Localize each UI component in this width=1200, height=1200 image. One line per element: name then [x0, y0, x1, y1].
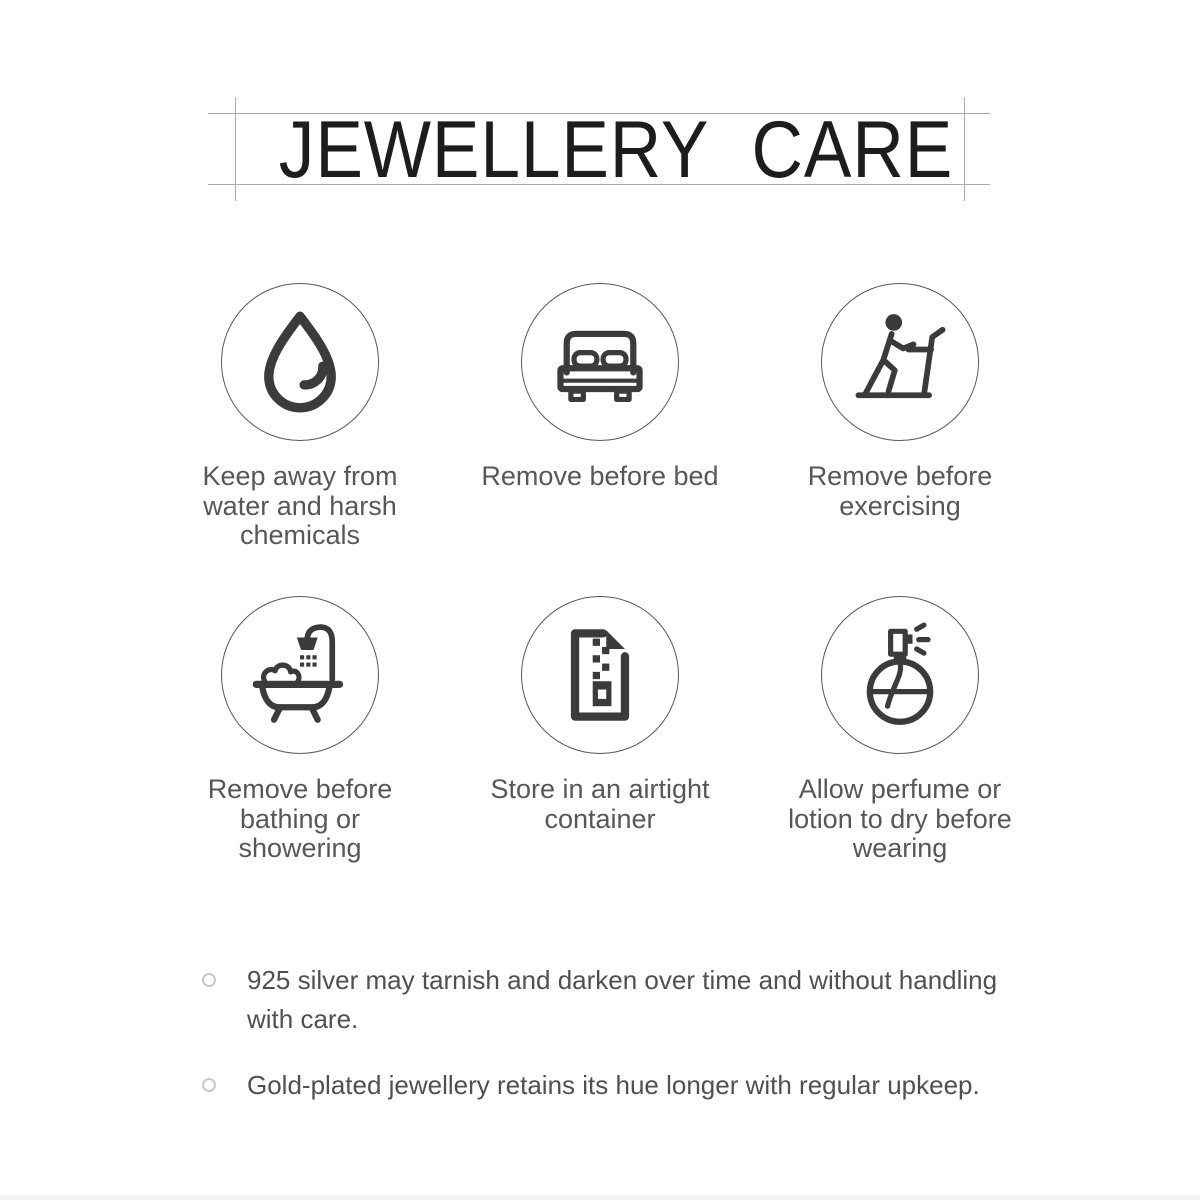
care-item-storage [450, 596, 750, 864]
icon-circle [521, 283, 679, 441]
bullet-circle-icon [202, 1078, 216, 1092]
care-grid-row-1 [150, 283, 1050, 551]
care-item-label: Allow perfume or lotion to dry before wearing [788, 774, 1012, 863]
note-text: Gold-plated jewellery retains its hue longer with regular upkeep. [247, 1070, 980, 1100]
icon-circle [221, 596, 379, 754]
care-item-label: Remove before bathing or showering [207, 774, 393, 863]
bed-icon [548, 310, 652, 414]
care-item-perfume [750, 596, 1050, 864]
icon-circle [821, 596, 979, 754]
care-item-label: Remove before exercising [807, 461, 993, 521]
bathtub-shower-icon [248, 623, 352, 727]
bullet-circle-icon [202, 973, 216, 987]
care-item-bath [150, 596, 450, 864]
care-item-label: Store in an airtight container [490, 774, 710, 834]
bottom-edge-strip [0, 1195, 1200, 1200]
title-rule-right [964, 97, 965, 201]
care-item-water [150, 283, 450, 551]
icon-circle [821, 283, 979, 441]
note-item [202, 1066, 1014, 1105]
icon-circle [221, 283, 379, 441]
airtight-zip-container-icon [548, 623, 652, 727]
icon-circle [521, 596, 679, 754]
note-item [202, 961, 1014, 1039]
treadmill-runner-icon [848, 310, 952, 414]
page-title: JEWELLERY CARE [278, 105, 954, 195]
care-item-label: Keep away from water and harsh chemicals [202, 461, 398, 550]
perfume-bottle-icon [848, 623, 952, 727]
care-grid-row-2 [150, 596, 1050, 864]
care-item-exercise [750, 283, 1050, 551]
care-item-bed [450, 283, 750, 551]
water-drop-icon [248, 310, 352, 414]
notes-list [202, 961, 1014, 1105]
care-item-label: Remove before bed [481, 461, 719, 491]
note-text: 925 silver may tarnish and darken over time and without handling with care. [247, 965, 998, 1034]
title-rule-left [235, 97, 236, 201]
